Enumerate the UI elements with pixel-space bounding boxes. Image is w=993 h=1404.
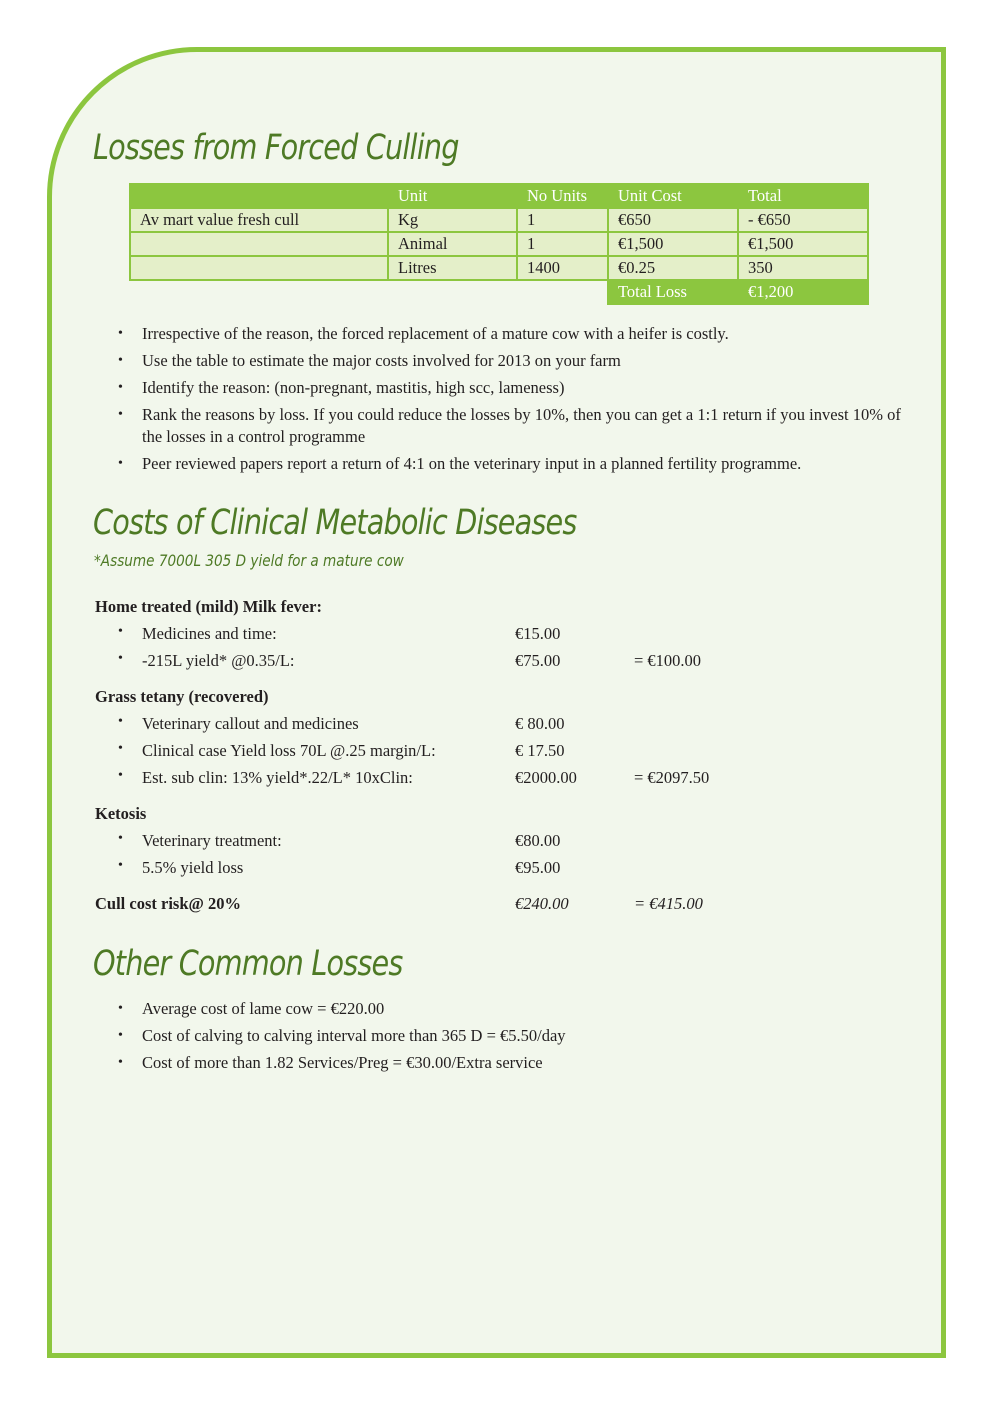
culling-table — [129, 183, 869, 305]
cost-row — [118, 651, 818, 673]
cost-label: Est. sub clin: 13% yield*.22/L* 10xClin: — [142, 768, 413, 787]
table-cell: €650 — [608, 208, 738, 232]
cost-label: Veterinary callout and medicines — [142, 714, 359, 733]
list-item: • Cost of more than 1.82 Services/Preg = €30.00/Extra service — [118, 1052, 908, 1074]
table-row — [130, 208, 868, 232]
table-blank-cell — [517, 280, 608, 304]
cost-label: Clinical case Yield loss 70L @.25 margin/L: — [142, 741, 436, 760]
table-cell: 350 — [738, 256, 868, 280]
cost-row — [118, 714, 818, 736]
cost-amount: €2000.00 — [515, 768, 577, 787]
table-cell — [130, 232, 388, 256]
culling-bullet-list — [118, 323, 908, 480]
list-item: • Peer reviewed papers report a return of 4:1 on the veterinary input in a planned fertility programme. — [118, 453, 908, 475]
cost-amount: €80.00 — [515, 831, 561, 850]
grass-tetany-title: Grass tetany (recovered) — [95, 687, 269, 706]
cost-total: = €2097.50 — [634, 768, 710, 787]
cost-label: Medicines and time: — [142, 624, 277, 643]
table-cell: Litres — [388, 256, 517, 280]
table-cell: 1 — [517, 208, 608, 232]
bullet-icon: • — [118, 858, 123, 873]
table-cell — [130, 256, 388, 280]
list-item: • Rank the reasons by loss. If you could reduce the losses by 10%, then you can get a 1:1 return if you invest 10% of the losses in a control programme — [118, 404, 908, 448]
cost-row — [118, 831, 818, 853]
table-blank-cell — [388, 280, 517, 304]
other-losses-list — [118, 998, 908, 1079]
metabolic-heading: Costs of Clinical Metabolic Diseases — [93, 503, 577, 543]
cost-row — [118, 858, 818, 880]
cost-label: 5.5% yield loss — [142, 858, 244, 877]
milk-fever-title: Home treated (mild) Milk fever: — [95, 597, 322, 616]
list-item: • Identify the reason: (non-pregnant, mastitis, high scc, lameness) — [118, 377, 908, 399]
bullet-icon: • — [118, 651, 123, 666]
cost-amount: €15.00 — [515, 624, 561, 643]
table-cell: €1,500 — [608, 232, 738, 256]
cull-cost-label: Cull cost risk@ 20% — [95, 894, 241, 913]
list-item: • Cost of calving to calving interval more than 365 D = €5.50/day — [118, 1025, 908, 1047]
bullet-icon: • — [118, 768, 123, 783]
table-header-cell: Total — [738, 184, 868, 208]
cost-amount: €75.00 — [515, 651, 561, 670]
table-cell: Animal — [388, 232, 517, 256]
table-header-cell: Unit Cost — [608, 184, 738, 208]
table-cell: €0.25 — [608, 256, 738, 280]
cost-amount: €95.00 — [515, 858, 561, 877]
bullet-icon: • — [118, 714, 123, 729]
bullet-icon: • — [118, 741, 123, 756]
table-header-cell: No Units — [517, 184, 608, 208]
other-losses-heading: Other Common Losses — [93, 944, 403, 984]
bullet-icon: • — [118, 831, 123, 846]
list-item: • Irrespective of the reason, the forced replacement of a mature cow with a heifer is costly. — [118, 323, 908, 345]
metabolic-subheading: *Assume 7000L 305 D yield for a mature cow — [94, 551, 404, 570]
total-loss-value: €1,200 — [738, 280, 868, 304]
table-cell: 1400 — [517, 256, 608, 280]
table-cell: - €650 — [738, 208, 868, 232]
list-item: • Use the table to estimate the major costs involved for 2013 on your farm — [118, 350, 908, 372]
table-header-cell: Unit — [388, 184, 517, 208]
table-cell: 1 — [517, 232, 608, 256]
cost-row — [118, 741, 818, 763]
cost-amount: € 80.00 — [515, 714, 565, 733]
cost-amount: € 17.50 — [515, 741, 565, 760]
cost-row — [118, 624, 818, 646]
ketosis-title: Ketosis — [95, 804, 147, 823]
list-item: • Average cost of lame cow = €220.00 — [118, 998, 908, 1020]
bullet-icon: • — [118, 624, 123, 639]
cost-label: -215L yield* @0.35/L: — [142, 651, 295, 670]
table-row — [130, 256, 868, 280]
table-cell: Av mart value fresh cull — [130, 208, 388, 232]
table-header-cell — [130, 184, 388, 208]
table-row — [130, 232, 868, 256]
cost-label: Veterinary treatment: — [142, 831, 282, 850]
culling-heading: Losses from Forced Culling — [93, 128, 459, 168]
table-header-row — [130, 184, 868, 208]
table-cell: Kg — [388, 208, 517, 232]
cull-cost-amount: €240.00 — [515, 894, 569, 913]
table-blank-cell — [130, 280, 388, 304]
total-loss-label: Total Loss — [608, 280, 738, 304]
table-cell: €1,500 — [738, 232, 868, 256]
cull-cost-total: = €415.00 — [634, 894, 703, 913]
cost-total: = €100.00 — [634, 651, 702, 670]
table-total-row — [130, 280, 868, 304]
cost-row — [118, 768, 818, 790]
